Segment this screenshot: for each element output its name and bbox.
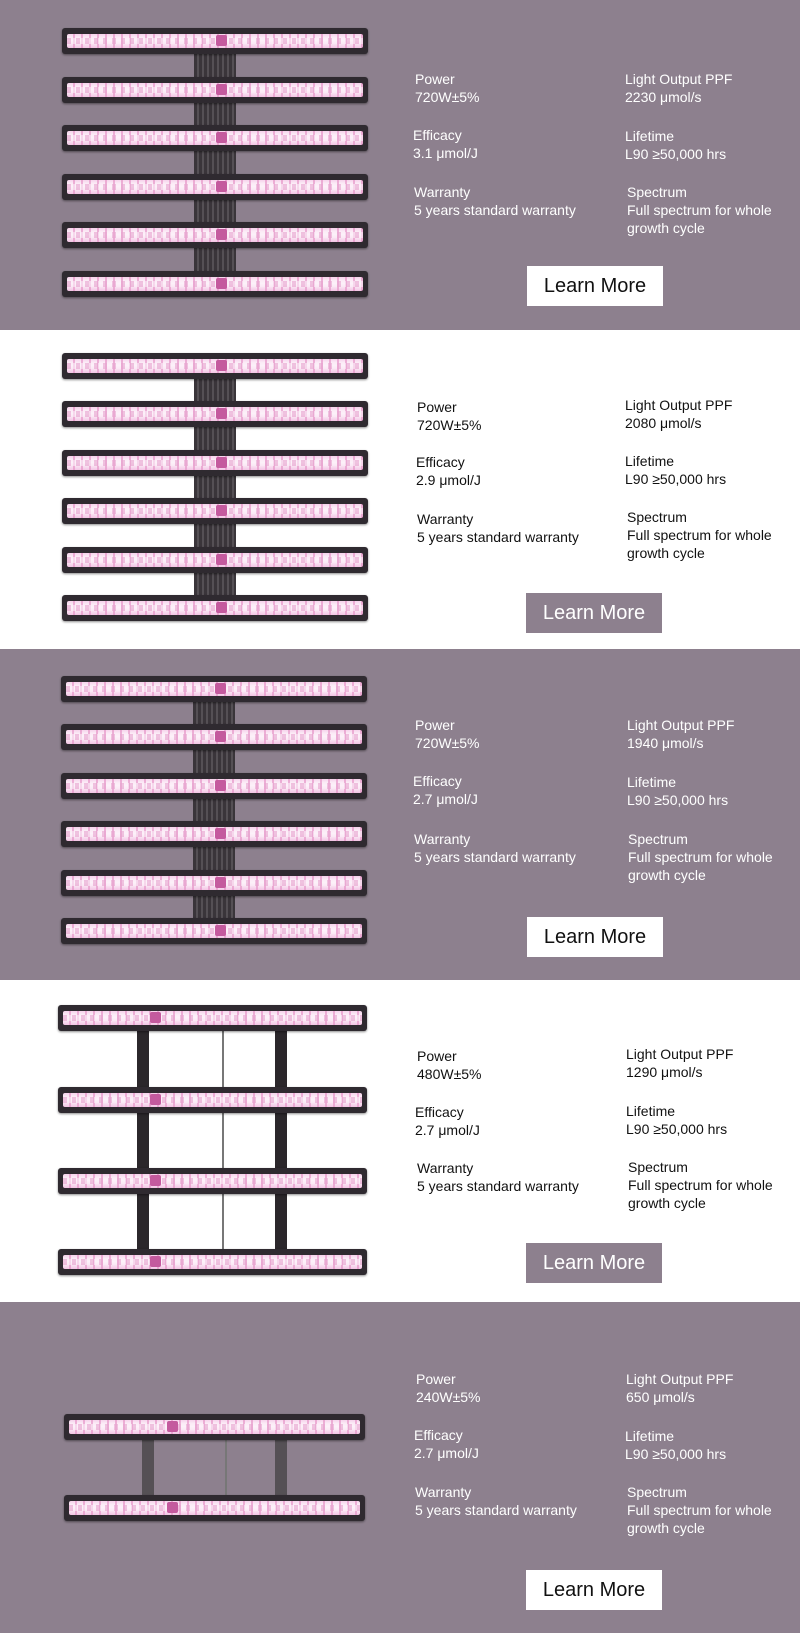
spec-lifetime <box>625 127 726 163</box>
spec-value: L90 ≥50,000 hrs <box>626 1121 728 1137</box>
spec-power <box>415 716 480 752</box>
spec-spectrum <box>627 183 772 237</box>
spec-value: 720W±5% <box>415 735 480 751</box>
learn-more-button[interactable]: Learn More <box>527 266 663 306</box>
support-rail <box>275 1020 287 1260</box>
spec-label: Power <box>417 1048 457 1064</box>
led-bar <box>62 498 368 524</box>
spec-warranty <box>414 183 576 219</box>
spec-label: Power <box>415 71 455 87</box>
spec-label: Efficacy <box>416 454 465 470</box>
spec-value: growth cycle <box>628 1195 706 1211</box>
support-rail <box>137 1020 149 1260</box>
learn-more-button[interactable]: Learn More <box>527 917 663 957</box>
spec-label: Spectrum <box>627 1484 687 1500</box>
spec-label: Lifetime <box>625 128 675 144</box>
spec-value: L90 ≥50,000 hrs <box>625 146 727 162</box>
spec-value: 2080 μmol/s <box>625 415 702 431</box>
spec-value: 1290 μmol/s <box>626 1064 703 1080</box>
spec-power <box>415 70 480 106</box>
spec-value: growth cycle <box>628 867 706 883</box>
spec-label: Spectrum <box>628 831 688 847</box>
spec-ppf <box>626 1370 733 1406</box>
spec-efficacy <box>414 1426 479 1462</box>
spec-label: Power <box>417 399 457 415</box>
spec-value: growth cycle <box>627 1520 705 1536</box>
spec-value: 5 years standard warranty <box>414 849 576 865</box>
grow-light-image <box>0 1302 800 1633</box>
spec-ppf <box>627 716 734 752</box>
spec-spectrum <box>627 1483 772 1537</box>
spec-lifetime <box>625 452 726 488</box>
spec-warranty <box>417 1159 579 1195</box>
spec-label: Efficacy <box>414 1427 463 1443</box>
spec-label: Warranty <box>414 831 471 847</box>
spec-value: 5 years standard warranty <box>415 1502 577 1518</box>
learn-more-button[interactable]: Learn More <box>526 1570 662 1610</box>
spec-efficacy <box>413 126 478 162</box>
led-bar <box>62 547 368 573</box>
spec-lifetime <box>627 773 728 809</box>
spec-ppf <box>625 70 732 106</box>
spec-label: Lifetime <box>625 1428 675 1444</box>
spec-value: 2230 μmol/s <box>625 89 702 105</box>
spec-value: 720W±5% <box>415 89 480 105</box>
spec-label: Light Output PPF <box>625 71 733 87</box>
spec-value: 720W±5% <box>417 417 482 433</box>
led-bar <box>61 870 367 896</box>
grow-light-image <box>0 649 800 980</box>
spec-power <box>416 1370 481 1406</box>
spec-warranty <box>414 830 576 866</box>
grow-light-image <box>0 330 800 649</box>
spec-label: Light Output PPF <box>626 1371 734 1387</box>
spec-efficacy <box>413 772 478 808</box>
led-bar <box>62 271 368 297</box>
spec-lifetime <box>626 1102 727 1138</box>
spec-ppf <box>625 396 732 432</box>
led-bar <box>62 595 368 621</box>
spec-label: Light Output PPF <box>625 397 733 413</box>
spec-value: 2.7 μmol/J <box>415 1122 480 1138</box>
spec-power <box>417 398 482 434</box>
spec-spectrum <box>628 1158 773 1212</box>
grow-light-image <box>0 980 800 1302</box>
learn-more-button[interactable]: Learn More <box>526 593 662 633</box>
spec-warranty <box>417 510 579 546</box>
spec-label: Warranty <box>415 1484 472 1500</box>
product-section-2 <box>0 330 800 649</box>
product-section-3 <box>0 649 800 980</box>
spec-label: Warranty <box>417 511 474 527</box>
spec-value: Full spectrum for whole <box>627 527 772 543</box>
spec-spectrum <box>628 830 773 884</box>
spec-label: Light Output PPF <box>626 1046 734 1062</box>
product-section-1 <box>0 0 800 330</box>
led-bar <box>58 1168 367 1194</box>
led-bar <box>62 77 368 103</box>
led-bar <box>61 724 367 750</box>
led-bar <box>62 174 368 200</box>
spec-value: growth cycle <box>627 545 705 561</box>
spec-value: Full spectrum for whole <box>628 1177 773 1193</box>
led-bar <box>61 773 367 799</box>
spec-value: L90 ≥50,000 hrs <box>625 1446 727 1462</box>
led-bar <box>61 676 367 702</box>
spec-label: Spectrum <box>627 184 687 200</box>
led-bar <box>64 1495 365 1521</box>
spec-label: Warranty <box>414 184 471 200</box>
product-section-5 <box>0 1302 800 1633</box>
spec-label: Spectrum <box>627 509 687 525</box>
led-bar <box>58 1005 367 1031</box>
support-wire <box>222 1020 224 1260</box>
learn-more-button[interactable]: Learn More <box>526 1243 662 1283</box>
spec-label: Power <box>416 1371 456 1387</box>
spec-label: Power <box>415 717 455 733</box>
spec-label: Spectrum <box>628 1159 688 1175</box>
spec-value: L90 ≥50,000 hrs <box>625 471 727 487</box>
led-bar <box>62 401 368 427</box>
led-bar <box>58 1249 367 1275</box>
spec-value: 5 years standard warranty <box>414 202 576 218</box>
spec-power <box>417 1047 482 1083</box>
spec-label: Efficacy <box>415 1104 464 1120</box>
spec-value: 2.7 μmol/J <box>414 1445 479 1461</box>
spec-label: Efficacy <box>413 127 462 143</box>
spec-value: 1940 μmol/s <box>627 735 704 751</box>
product-section-4 <box>0 980 800 1302</box>
spec-spectrum <box>627 508 772 562</box>
led-bar <box>62 222 368 248</box>
spec-value: Full spectrum for whole <box>627 1502 772 1518</box>
led-bar <box>62 450 368 476</box>
led-bar <box>64 1414 365 1440</box>
support-rail <box>142 1432 154 1502</box>
spec-label: Efficacy <box>413 773 462 789</box>
spec-value: 2.9 μmol/J <box>416 472 481 488</box>
grow-light-image <box>0 0 800 330</box>
spec-label: Light Output PPF <box>627 717 735 733</box>
spec-label: Lifetime <box>626 1103 676 1119</box>
led-bar <box>58 1087 367 1113</box>
led-bar <box>62 353 368 379</box>
spec-warranty <box>415 1483 577 1519</box>
spec-value: growth cycle <box>627 220 705 236</box>
led-bar <box>61 821 367 847</box>
spec-value: 480W±5% <box>417 1066 482 1082</box>
spec-label: Lifetime <box>625 453 675 469</box>
spec-value: 650 μmol/s <box>626 1389 695 1405</box>
spec-value: 240W±5% <box>416 1389 481 1405</box>
spec-ppf <box>626 1045 733 1081</box>
led-bar <box>62 125 368 151</box>
spec-label: Warranty <box>417 1160 474 1176</box>
spec-label: Lifetime <box>627 774 677 790</box>
led-bar <box>62 28 368 54</box>
spec-value: 2.7 μmol/J <box>413 791 478 807</box>
spec-value: 3.1 μmol/J <box>413 145 478 161</box>
support-wire <box>225 1432 227 1502</box>
spec-value: Full spectrum for whole <box>627 202 772 218</box>
spec-lifetime <box>625 1427 726 1463</box>
support-rail <box>275 1432 287 1502</box>
spec-value: L90 ≥50,000 hrs <box>627 792 729 808</box>
spec-efficacy <box>415 1103 480 1139</box>
spec-value: Full spectrum for whole <box>628 849 773 865</box>
spec-value: 5 years standard warranty <box>417 1178 579 1194</box>
led-bar <box>61 918 367 944</box>
spec-value: 5 years standard warranty <box>417 529 579 545</box>
spec-efficacy <box>416 453 481 489</box>
